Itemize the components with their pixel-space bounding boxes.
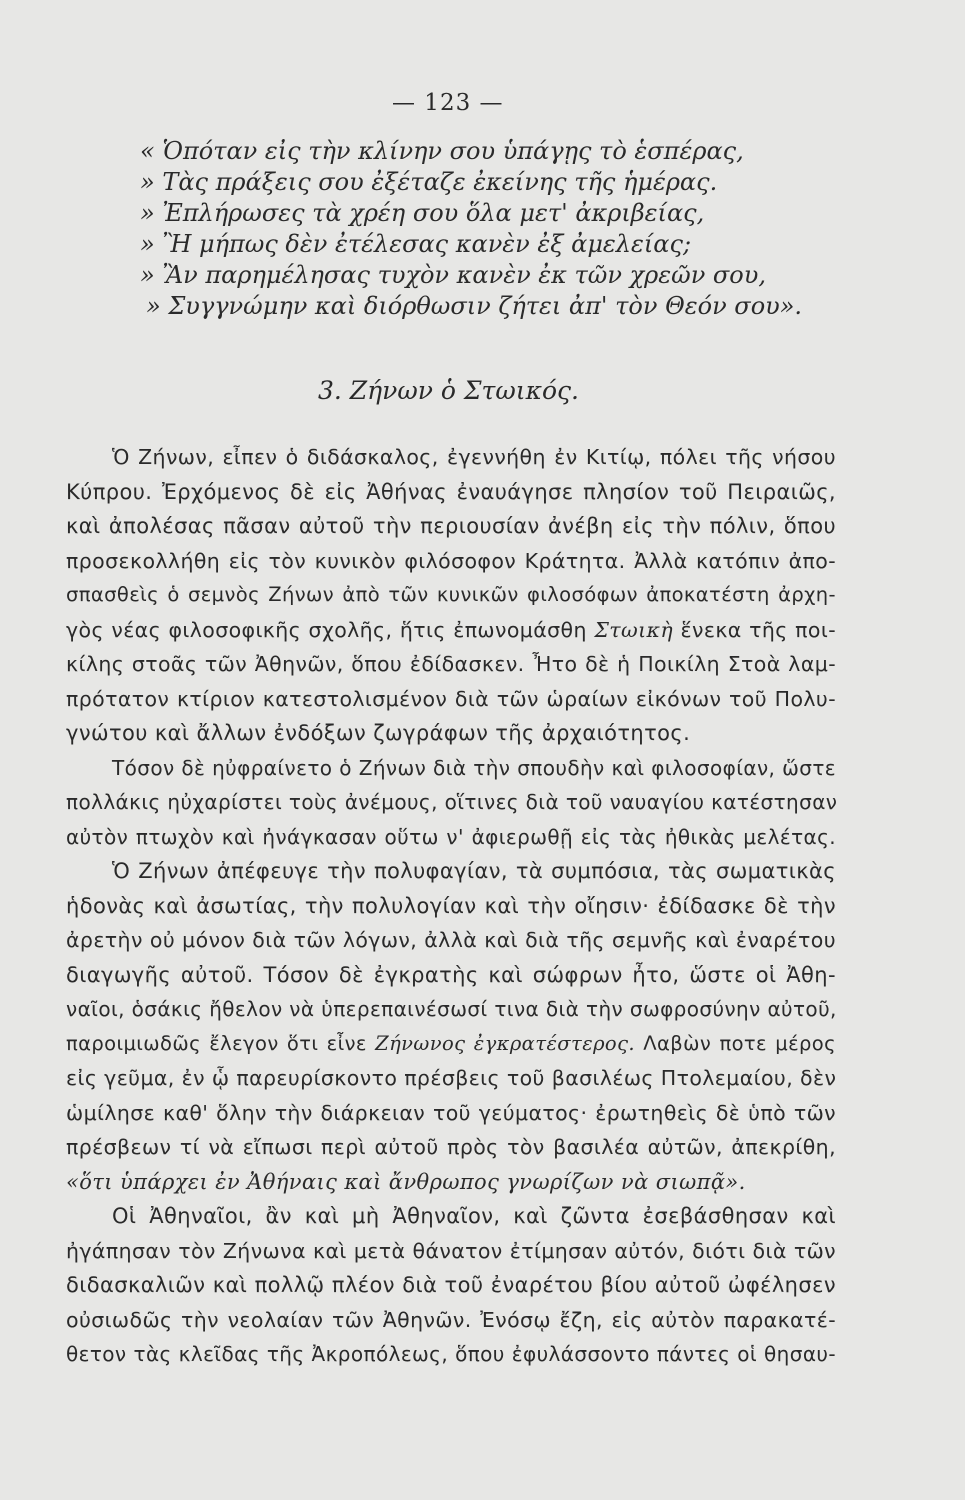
text-line: ὡμίλησε καθ' ὅλην τὴν διάρκειαν τοῦ γεύματος· ἐρωτηθεὶς δὲ ὑπὸ τῶν — [66, 1100, 836, 1125]
text-line: Ὁ Ζήνων ἀπέφευγε τὴν πολυφαγίαν, τὰ συμπόσια, τὰς σωματικὰς — [112, 859, 836, 883]
text-line: ἡδονὰς καὶ ἀσωτίας, τὴν πολυλογίαν καὶ τὴν οἴησιν· ἐδίδασκε δὲ τὴν — [66, 893, 836, 918]
italic-quote-line: «ὅτι ὑπάρχει ἐν Ἀθήναις καὶ ἄνθρωπος γνωρίζων νὰ σιωπᾷ». — [66, 1169, 746, 1194]
body-text — [66, 440, 836, 1372]
text-line: σπασθεὶς ὁ σεμνὸς Ζήνων ἀπὸ τῶν κυνικῶν φιλοσόφων ἀποκατέστη ἀρχη- — [66, 583, 836, 606]
text-line: καὶ ἀπολέσας πᾶσαν αὐτοῦ τὴν περιουσίαν ἀνέβη εἰς τὴν πόλιν, ὅπου — [66, 514, 836, 538]
text-line: Οἱ Ἀθηναῖοι, ἂν καὶ μὴ Ἀθηναῖον, καὶ ζῶντα ἐσεβάσθησαν καὶ — [112, 1204, 836, 1228]
text-line: ναῖοι, ὁσάκις ἤθελον νὰ ὑπερεπαινέσωσί τινα διὰ τὴν σωφροσύνην αὐτοῦ, — [66, 997, 837, 1021]
text-line: κίλης στοᾶς τῶν Ἀθηνῶν, ὅπου ἐδίδασκεν. Ἦτο δὲ ἡ Ποικίλη Στοὰ λαμ- — [66, 652, 836, 676]
text-line: ἠγάπησαν τὸν Ζήνωνα καὶ μετὰ θάνατον ἐτίμησαν αὐτόν, διότι διὰ τῶν — [66, 1238, 836, 1263]
text-span: παροιμιωδῶς ἔλεγον ὅτι εἶνε — [66, 1031, 367, 1055]
text-line: διδασκαλιῶν καὶ πολλῷ πλέον διὰ τοῦ ἐναρέτου βίου αὐτοῦ ὠφέλησεν — [66, 1273, 836, 1297]
text-line: Ὁ Ζήνων, εἶπεν ὁ διδάσκαλος, ἐγεννήθη ἐν Κιτίῳ, πόλει τῆς νήσου — [112, 445, 836, 469]
text-line: θετον τὰς κλεῖδας τῆς Ἀκροπόλεως, ὅπου ἐφυλάσσοντο πάντες οἱ θησαυ- — [66, 1342, 836, 1366]
text-line: οὐσιωδῶς τὴν νεολαίαν τῶν Ἀθηνῶν. Ἐνόσῳ ἔζη, εἰς αὐτὸν παρακατέ- — [66, 1307, 836, 1332]
text-line: πρέσβεων τί νὰ εἴπωσι περὶ αὐτοῦ πρὸς τὸν βασιλέα αὐτῶν, ἀπεκρίθη, — [66, 1135, 836, 1159]
section-heading: 3. Ζήνων ὁ Στωικός. — [318, 376, 579, 405]
text-line: γνώτου καὶ ἄλλων ἐνδόξων ζωγράφων τῆς ἀρχαιότητος. — [66, 721, 691, 745]
text-line: αὐτὸν πτωχὸν καὶ ἠνάγκασαν οὕτω ν' ἀφιερωθῇ εἰς τὰς ἠθικὰς μελέτας. — [66, 824, 836, 849]
poem-block — [140, 136, 900, 322]
text-line: πολλάκις ηὐχαρίστει τοὺς ἀνέμους, οἵτινες διὰ τοῦ ναυαγίου κατέστησαν — [66, 790, 838, 814]
poem-line: » Ἐπλήρωσες τὰ χρέη σου ὅλα μετ' ἀκριβείας, — [140, 199, 705, 227]
text-span: γὸς νέας φιλοσοφικῆς σχολῆς, ἥτις ἐπωνομάσθη — [66, 617, 587, 642]
text-line — [66, 613, 836, 648]
text-span: ἕνεκα τῆς ποι- — [680, 617, 836, 642]
page-number: — 123 — — [392, 90, 504, 116]
text-line: Κύπρου. Ἐρχόμενος δὲ εἰς Ἀθήνας ἐναυάγησε πλησίον τοῦ Πειραιῶς, — [66, 479, 836, 504]
poem-line: » Ἂν παρημέλησας τυχὸν κανὲν ἐκ τῶν χρεῶν σου, — [140, 261, 766, 289]
text-line — [66, 1027, 836, 1062]
text-line: εἰς γεῦμα, ἐν ᾧ παρευρίσκοντο πρέσβεις τοῦ βασιλέως Πτολεμαίου, δὲν — [66, 1066, 837, 1090]
poem-line: « Ὁπόταν εἰς τὴν κλίνην σου ὑπάγῃς τὸ ἑσπέρας, — [140, 137, 744, 165]
text-line: ἀρετὴν οὐ μόνον διὰ τῶν λόγων, ἀλλὰ καὶ διὰ τῆς σεμνῆς καὶ ἐναρέτου — [66, 928, 836, 952]
italic-term: Στωικὴ — [594, 617, 674, 642]
italic-phrase: Ζήνωνος ἐγκρατέστερος. — [375, 1031, 635, 1055]
text-span: Λαβὼν ποτε μέρος — [643, 1031, 836, 1055]
text-line: διαγωγῆς αὐτοῦ. Τόσον δὲ ἐγκρατὴς καὶ σώφρων ἦτο, ὥστε οἱ Ἀθη- — [66, 962, 836, 987]
poem-line: » Συγγνώμην καὶ διόρθωσιν ζήτει ἀπ' τὸν Θεόν σου». — [146, 292, 803, 320]
poem-line: » Ἢ μήπως δὲν ἐτέλεσας κανὲν ἐξ ἀμελείας; — [140, 230, 692, 258]
text-line: πρότατον κτίριον κατεστολισμένον διὰ τῶν ὡραίων εἰκόνων τοῦ Πολυ- — [66, 686, 836, 711]
text-line: προσεκολλήθη εἰς τὸν κυνικὸν φιλόσοφον Κράτητα. Ἀλλὰ κατόπιν ἀπο- — [66, 548, 836, 573]
poem-line: » Τὰς πράξεις σου ἐξέταζε ἐκείνης τῆς ἡμέρας. — [140, 168, 718, 196]
text-line: Τόσον δὲ ηὐφραίνετο ὁ Ζήνων διὰ τὴν σπουδὴν καὶ φιλοσοφίαν, ὥστε — [112, 755, 836, 780]
